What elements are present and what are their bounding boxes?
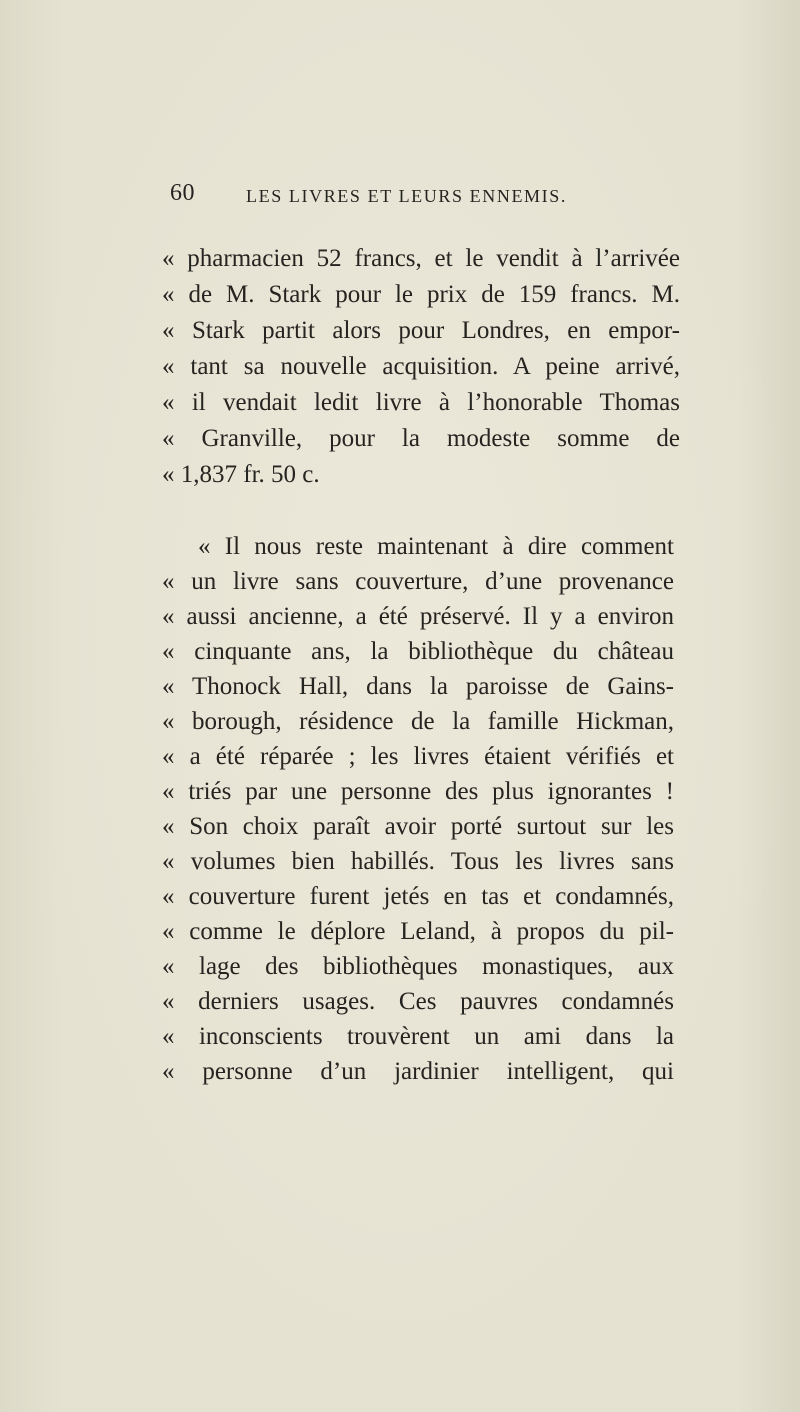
text-line: « de M. Stark pour le prix de 159 francs. M.: [162, 281, 680, 308]
text-line: « pharmacien 52 francs, et le vendit à l’arrivée: [162, 245, 680, 272]
text-line: « Son choix paraît avoir porté surtout sur les: [162, 813, 674, 840]
text-line: « tant sa nouvelle acquisition. A peine arrivé,: [162, 353, 680, 380]
text-line: « inconscients trouvèrent un ami dans la: [162, 1023, 674, 1050]
text-line: « derniers usages. Ces pauvres condamnés: [162, 988, 674, 1015]
text-line: « aussi ancienne, a été préservé. Il y a environ: [162, 603, 674, 630]
text-line: « Il nous reste maintenant à dire comment: [198, 533, 674, 560]
text-line: « lage des bibliothèques monastiques, aux: [162, 953, 674, 980]
text-line: « 1,837 fr. 50 c.: [162, 461, 320, 488]
text-line: « Thonock Hall, dans la paroisse de Gains-: [162, 673, 674, 700]
text-line: « cinquante ans, la bibliothèque du château: [162, 638, 674, 665]
running-title: LES LIVRES ET LEURS ENNEMIS.: [246, 186, 567, 206]
text-line: « un livre sans couverture, d’une provenance: [162, 568, 674, 595]
text-line: « comme le déplore Leland, à propos du pil-: [162, 918, 674, 945]
text-line: « triés par une personne des plus ignorantes !: [162, 778, 674, 805]
text-line: « volumes bien habillés. Tous les livres sans: [162, 848, 674, 875]
text-line: « il vendait ledit livre à l’honorable Thomas: [162, 389, 680, 416]
text-line: « Stark partit alors pour Londres, en empor-: [162, 317, 680, 344]
text-line: « a été réparée ; les livres étaient vérifiés et: [162, 743, 674, 770]
text-line: « couverture furent jetés en tas et condamnés,: [162, 883, 674, 910]
page-number: 60: [170, 180, 195, 206]
text-line: « borough, résidence de la famille Hickman,: [162, 708, 674, 735]
text-line: « Granville, pour la modeste somme de: [162, 425, 680, 452]
text-line: « personne d’un jardinier intelligent, qui: [162, 1058, 674, 1085]
